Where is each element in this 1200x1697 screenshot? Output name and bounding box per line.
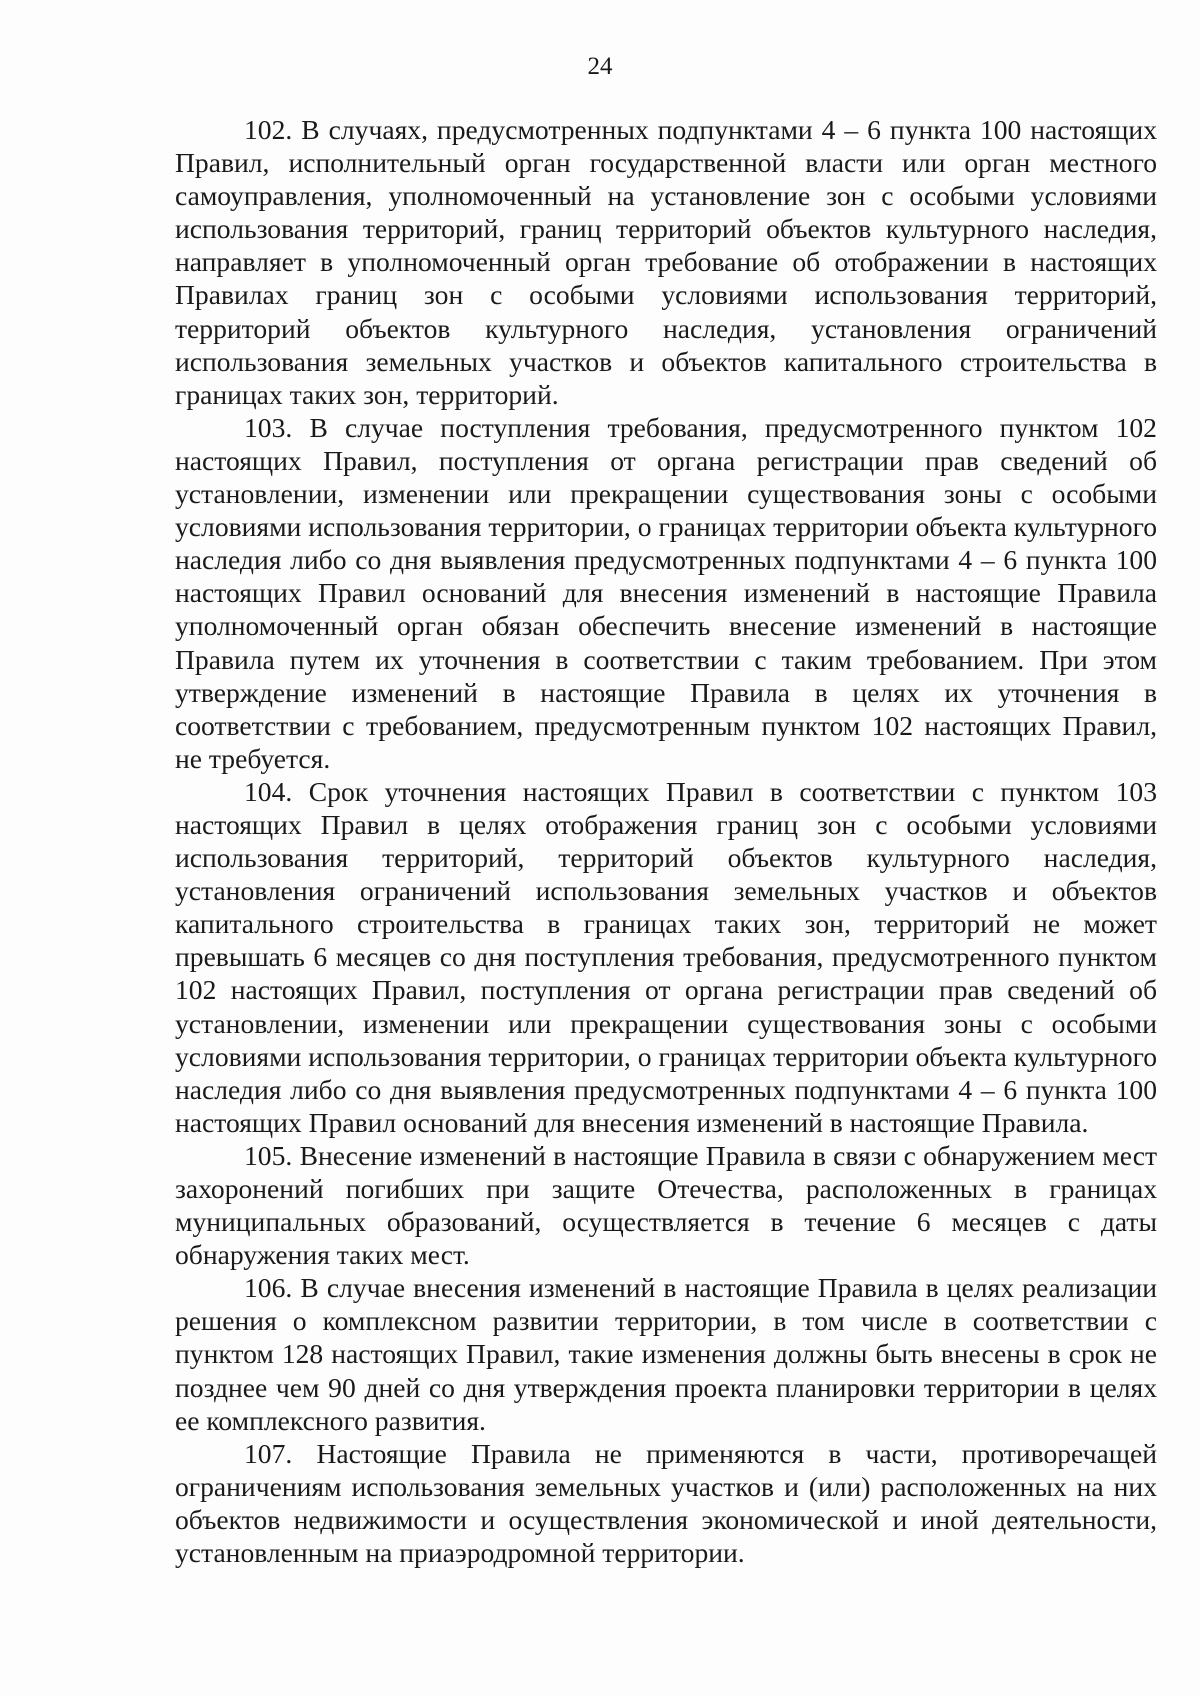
paragraph-number: 104.	[244, 775, 293, 807]
paragraph-106	[175, 1271, 1157, 1436]
paragraph-number: 106.	[244, 1272, 293, 1304]
paragraph-104	[175, 775, 1157, 1139]
paragraph-text: В случае внесения изменений в настоящие Правила в целях реализации решения о комплексном развитии территории, в том числе в соответствии с пунктом 128 настоящих Правил, такие изменения должны быть внесены в срок не позднее чем 90 дней со дня утверждения проекта планировки территории в целях ее комплексного развития.	[175, 1272, 1157, 1436]
paragraph-107	[175, 1437, 1157, 1569]
paragraph-text: Настоящие Правила не применяются в части, противоречащей ограничениям использования земельных участков и (или) расположенных на них объектов недвижимости и осуществления экономической и иной деятельности, установленным на приаэродромной территории.	[175, 1437, 1157, 1569]
paragraph-number: 102.	[244, 114, 293, 145]
paragraph-105	[175, 1139, 1157, 1271]
paragraph-text: В случае поступления требования, предусмотренного пунктом 102 настоящих Правил, поступления от органа регистрации прав сведений об установлении, изменении или прекращении существования зоны с особыми условиями использования территории, о границах территории объекта культурного наследия либо со дня выявления предусмотренных подпунктами 4 – 6 пункта 100 настоящих Правил оснований для внесения изменений в настоящие Правила уполномоченный орган обязан обеспечить внесение изменений в настоящие Правила путем их уточнения в соответствии с таким требованием. При этом утверждение изменений в настоящие Правила в целях их уточнения в соответствии с требованием, предусмотренным пунктом 102 настоящих Правил, не требуется.	[175, 411, 1157, 774]
paragraph-text: В случаях, предусмотренных подпунктами 4 – 6 пункта 100 настоящих Правил, исполнительный орган государственной власти или орган местного самоуправления, уполномоченный на установление зон с особыми условиями использования территорий, границ территорий объектов культурного наследия, направляет в уполномоченный орган требование об отображении в настоящих Правилах границ зон с особыми условиями использования территорий, территорий объектов культурного наследия, установления ограничений использования земельных участков и объектов капитального строительства в границах таких зон, территорий.	[175, 114, 1157, 410]
paragraph-103	[175, 411, 1157, 775]
page-number: 24	[587, 53, 613, 80]
paragraph-text: Внесение изменений в настоящие Правила в связи с обнаружением мест захоронений погибших при защите Отечества, расположенных в границах муниципальных образований, осуществляется в течение 6 месяцев с даты обнаружения таких мест.	[175, 1139, 1158, 1271]
paragraph-number: 107.	[244, 1437, 293, 1469]
paragraph-102	[175, 113, 1157, 411]
paragraph-number: 105.	[244, 1139, 293, 1171]
paragraph-number: 103.	[244, 411, 293, 443]
paragraph-text: Срок уточнения настоящих Правил в соответствии с пунктом 103 настоящих Правил в целях отображения границ зон с особыми условиями использования территорий, территорий объектов культурного наследия, установления ограничений использования земельных участков и объектов капитального строительства в границах таких зон, территорий не может превышать 6 месяцев со дня поступления требования, предусмотренного пунктом 102 настоящих Правил, поступления от органа регистрации прав сведений об установлении, изменении или прекращении существования зоны с особыми условиями использования территории, о границах территории объекта культурного наследия либо со дня выявления предусмотренных подпунктами 4 – 6 пункта 100 настоящих Правил оснований для внесения изменений в настоящие Правила.	[175, 775, 1158, 1138]
document-body	[175, 113, 1157, 1569]
